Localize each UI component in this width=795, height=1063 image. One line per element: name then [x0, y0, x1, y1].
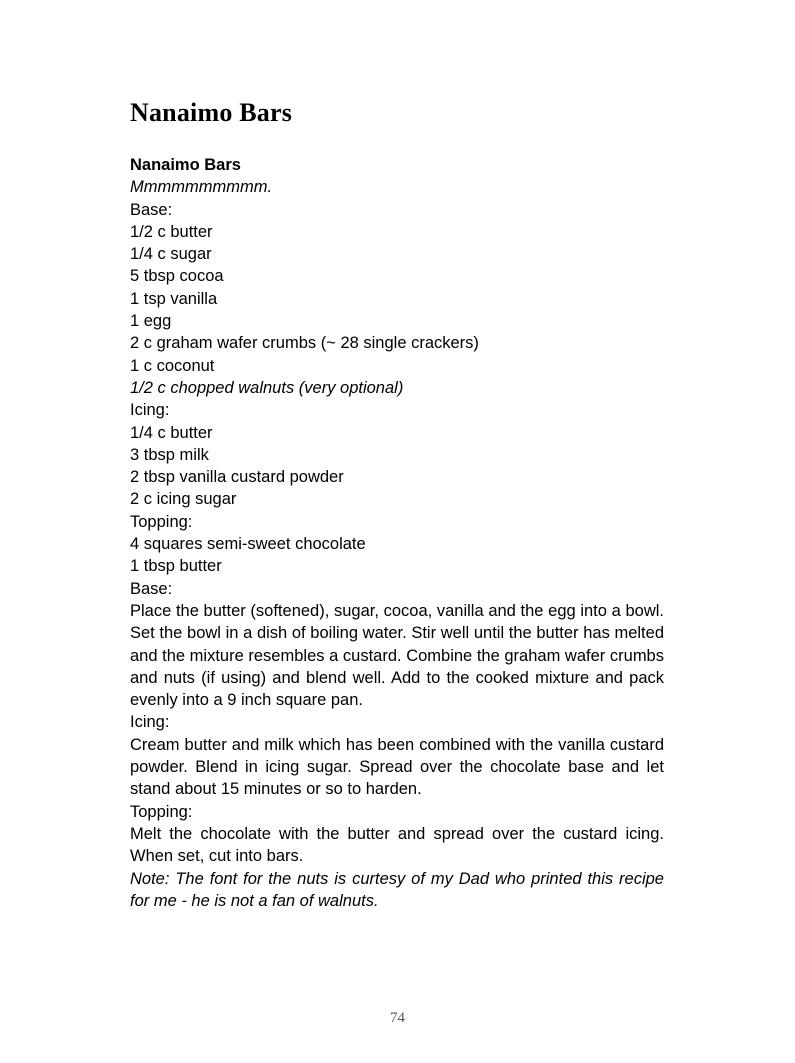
- icing-instructions-paragraph: Cream butter and milk which has been combined with the vanilla custard powder. Blend in icing sugar. Spread over the chocolate base and let stand about 15 minutes or so to harden.: [130, 735, 664, 799]
- icing-instructions-label: Icing:: [130, 713, 170, 732]
- ingredient-line: 5 tbsp cocoa: [130, 267, 224, 286]
- recipe-note: Note: The font for the nuts is curtesy of my Dad who printed this recipe for me - he is not a fan of walnuts.: [130, 869, 664, 910]
- ingredient-line: 2 c icing sugar: [130, 490, 237, 509]
- ingredient-line: 1 tbsp butter: [130, 557, 222, 576]
- topping-instructions-paragraph: Melt the chocolate with the butter and spread over the custard icing. When set, cut into bars.: [130, 824, 664, 866]
- recipe-content: [130, 98, 664, 912]
- ingredient-line: 1/4 c sugar: [130, 245, 212, 264]
- topping-instructions-label: Topping:: [130, 802, 193, 821]
- ingredient-line: 1 egg: [130, 312, 172, 331]
- ingredient-line: 2 c graham wafer crumbs (~ 28 single crackers): [130, 334, 479, 353]
- ingredient-line: 4 squares semi-sweet chocolate: [130, 535, 366, 554]
- ingredient-line: 3 tbsp milk: [130, 445, 209, 464]
- ingredient-line: 1 c coconut: [130, 356, 215, 375]
- ingredient-line: 1/2 c butter: [130, 222, 213, 241]
- ingredient-line: 1/4 c butter: [130, 423, 213, 442]
- ingredient-line: 1 tsp vanilla: [130, 289, 218, 308]
- recipe-intro: Mmmmmmmmmm.: [130, 178, 273, 197]
- base-instructions-paragraph: Place the butter (softened), sugar, cocoa, vanilla and the egg into a bowl. Set the bowl in a dish of boiling water. Stir well until the butter has melted and the mixture resembles a custard. Combine the graham wafer crumbs and nuts (if using) and blend well. Add to the cooked mixture and pack evenly into a 9 inch square pan.: [130, 601, 664, 710]
- page-number: 74: [390, 1010, 405, 1026]
- icing-ingredients-label: Icing:: [130, 401, 170, 420]
- ingredient-line: 2 tbsp vanilla custard powder: [130, 468, 344, 487]
- base-ingredients-label: Base:: [130, 200, 173, 219]
- topping-ingredients-label: Topping:: [130, 512, 193, 531]
- recipe-heading: Nanaimo Bars: [130, 156, 241, 174]
- base-instructions-label: Base:: [130, 579, 173, 598]
- ingredient-line-walnuts: 1/2 c chopped walnuts (very optional): [130, 378, 404, 397]
- document-title: Nanaimo Bars: [130, 98, 293, 127]
